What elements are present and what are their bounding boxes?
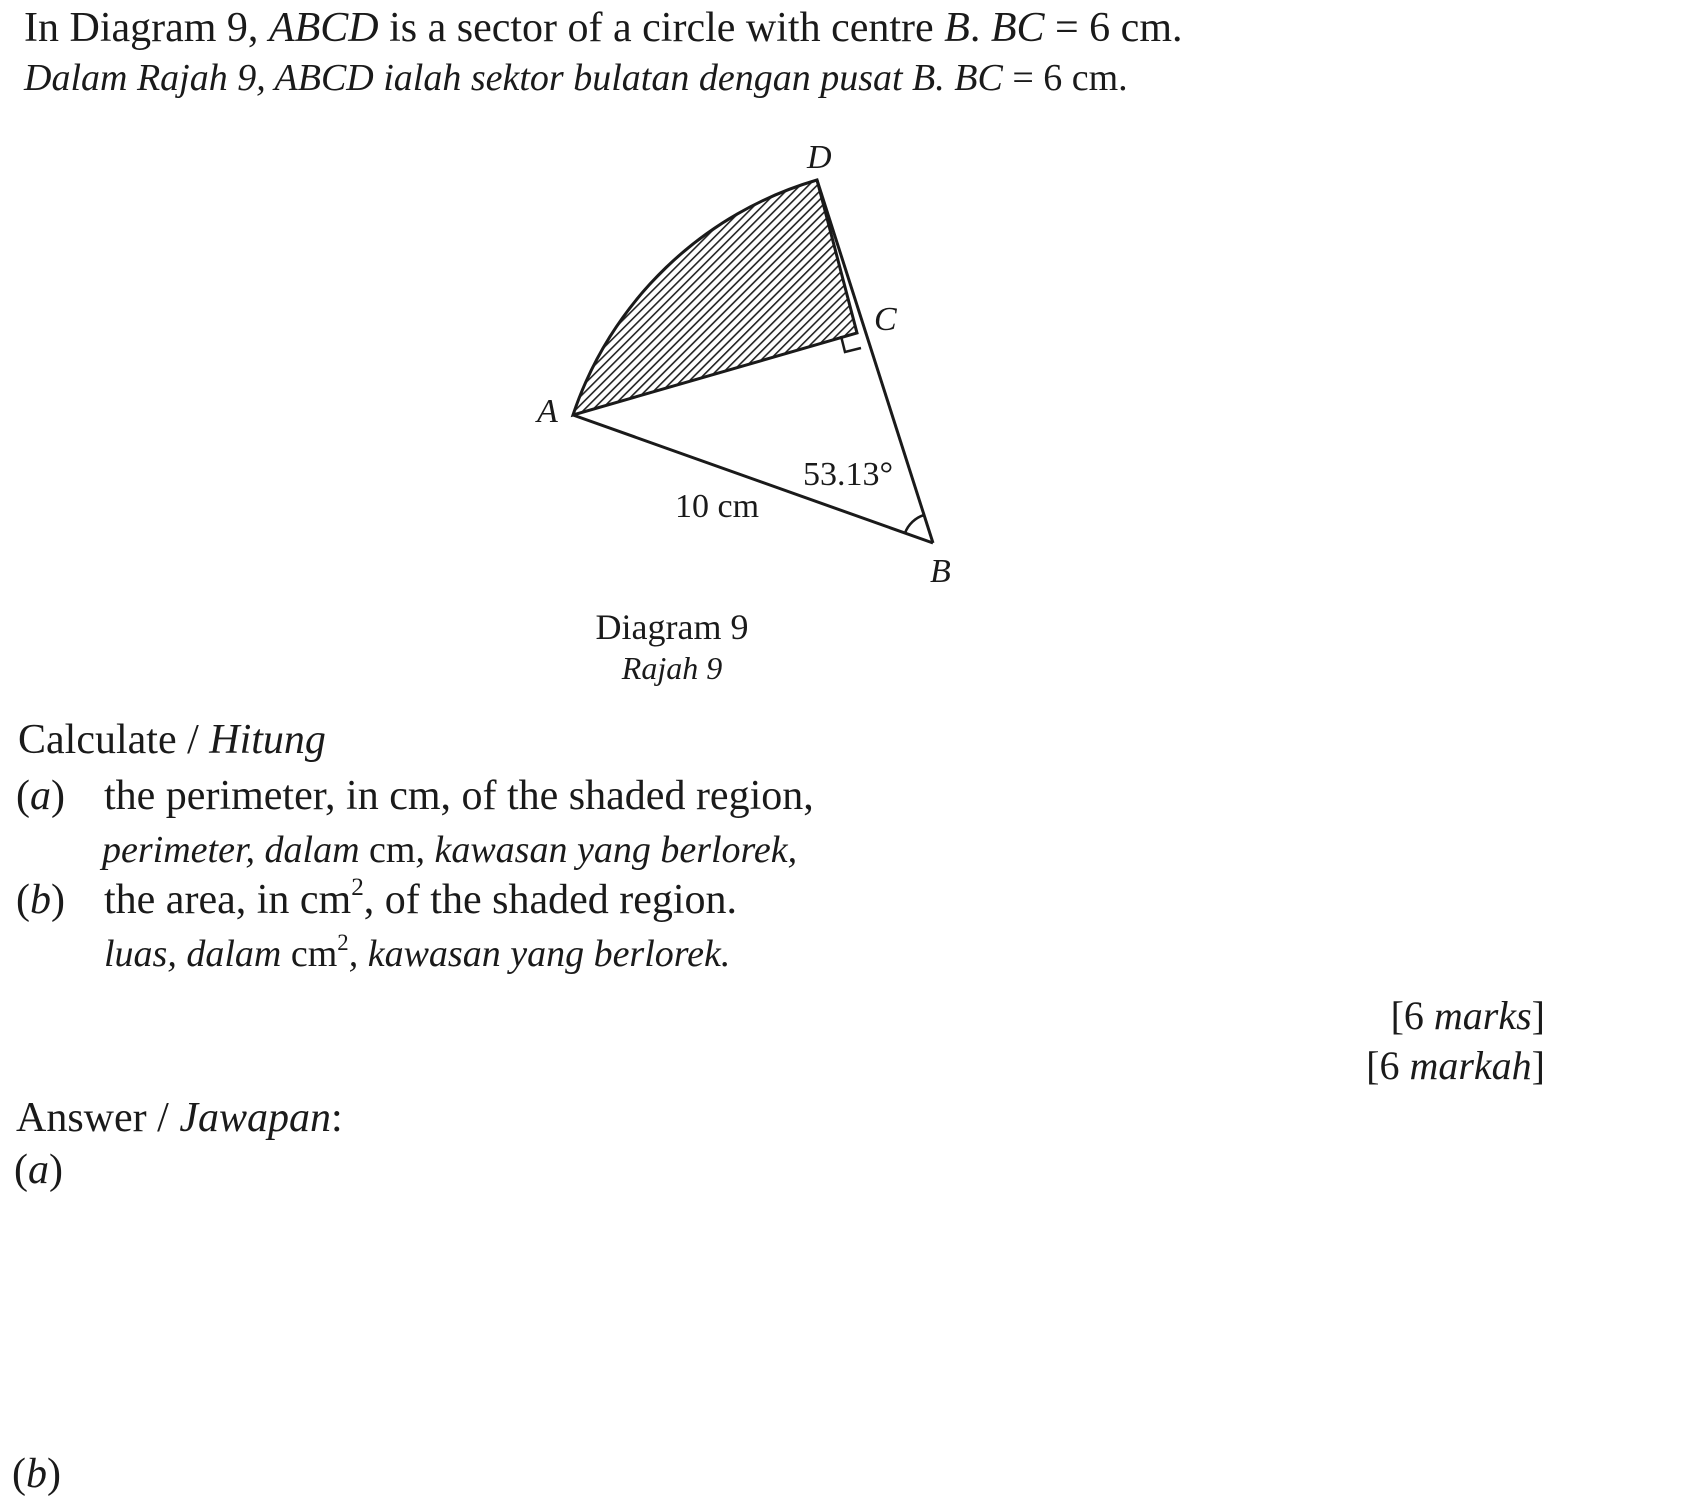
- qb-ms-sup: 2: [337, 930, 349, 956]
- intro-ms-part2: = 6 cm.: [1002, 57, 1128, 99]
- qa-ms-part2: , kawasan yang berlorek,: [415, 829, 798, 871]
- diagram-caption-english: Diagram 9: [595, 607, 749, 647]
- qb-ms-part1: luas, dalam: [104, 933, 291, 975]
- side-length-label: 10 cm: [675, 488, 760, 525]
- marks-en-num: [6: [1390, 993, 1434, 1038]
- angle-arc-b: [905, 515, 924, 533]
- calc-ms: Hitung: [209, 717, 326, 763]
- qb-en-part2: , of the shaded region.: [363, 877, 738, 923]
- qb-en-sup: 2: [351, 874, 364, 902]
- intro-en-part2: is a sector of a circle with centre: [378, 5, 945, 51]
- label-d: D: [807, 139, 832, 176]
- part-b-label: (b): [16, 877, 65, 923]
- part-a-english: the perimeter, in cm, of the shaded region,: [104, 773, 814, 819]
- marks-ms-word: markah: [1409, 1043, 1532, 1088]
- label-a: A: [537, 393, 558, 430]
- answer-heading: [16, 1094, 343, 1142]
- answer-b-letter: b: [26, 1451, 47, 1497]
- answer-part-b-label: (b): [12, 1451, 61, 1497]
- calc-en: Calculate /: [18, 717, 210, 763]
- sector-diagram: [0, 0, 1699, 720]
- intro-en-part4: = 6 cm.: [1044, 5, 1183, 51]
- diagram-caption-malay: Rajah 9: [621, 650, 723, 686]
- marks-en-close: ]: [1531, 993, 1545, 1038]
- part-b-english: [104, 876, 737, 924]
- qb-ms-unit: cm: [290, 933, 338, 975]
- qb-ms-part2: , kawasan yang berlorek.: [348, 933, 731, 975]
- marks-english: [1391, 992, 1545, 1039]
- answer-part-a-label: (a): [14, 1147, 63, 1193]
- label-c: C: [874, 301, 897, 338]
- intro-ms-part1: Dalam Rajah 9, ABCD ialah sektor bulatan dengan pusat B.: [24, 57, 955, 99]
- qa-ms-unit: cm: [369, 829, 416, 871]
- angle-label: 53.13°: [803, 456, 894, 493]
- part-a-label: (a): [16, 773, 65, 819]
- marks-en-word: marks: [1433, 993, 1532, 1038]
- qa-ms-part1: perimeter, dalam: [102, 829, 370, 871]
- answer-en: Answer /: [16, 1095, 180, 1141]
- part-a-malay: [102, 828, 797, 872]
- intro-en-part1: In Diagram 9,: [24, 5, 269, 51]
- part-a-letter: a: [30, 773, 51, 819]
- intro-ms-bc: BC: [954, 57, 1003, 99]
- answer-colon: :: [330, 1095, 343, 1141]
- part-b-malay: [104, 932, 730, 976]
- marks-ms-num: [6: [1366, 1043, 1410, 1088]
- intro-en-part3: .: [969, 5, 991, 51]
- answer-a-letter: a: [28, 1147, 49, 1193]
- marks-ms-close: ]: [1531, 1043, 1545, 1088]
- answer-ms: Jawapan: [179, 1095, 331, 1141]
- label-b: B: [930, 553, 951, 590]
- right-angle-marker: [841, 336, 861, 352]
- intro-en-centre: B: [944, 5, 970, 51]
- marks-malay: [1366, 1042, 1545, 1089]
- intro-en-shape: ABCD: [268, 5, 379, 51]
- shaded-region: [573, 180, 857, 415]
- part-b-letter: b: [30, 877, 51, 923]
- calculate-instruction: [18, 716, 326, 764]
- qb-en-part1: the area, in cm: [104, 877, 352, 923]
- intro-en-bc: BC: [990, 5, 1045, 51]
